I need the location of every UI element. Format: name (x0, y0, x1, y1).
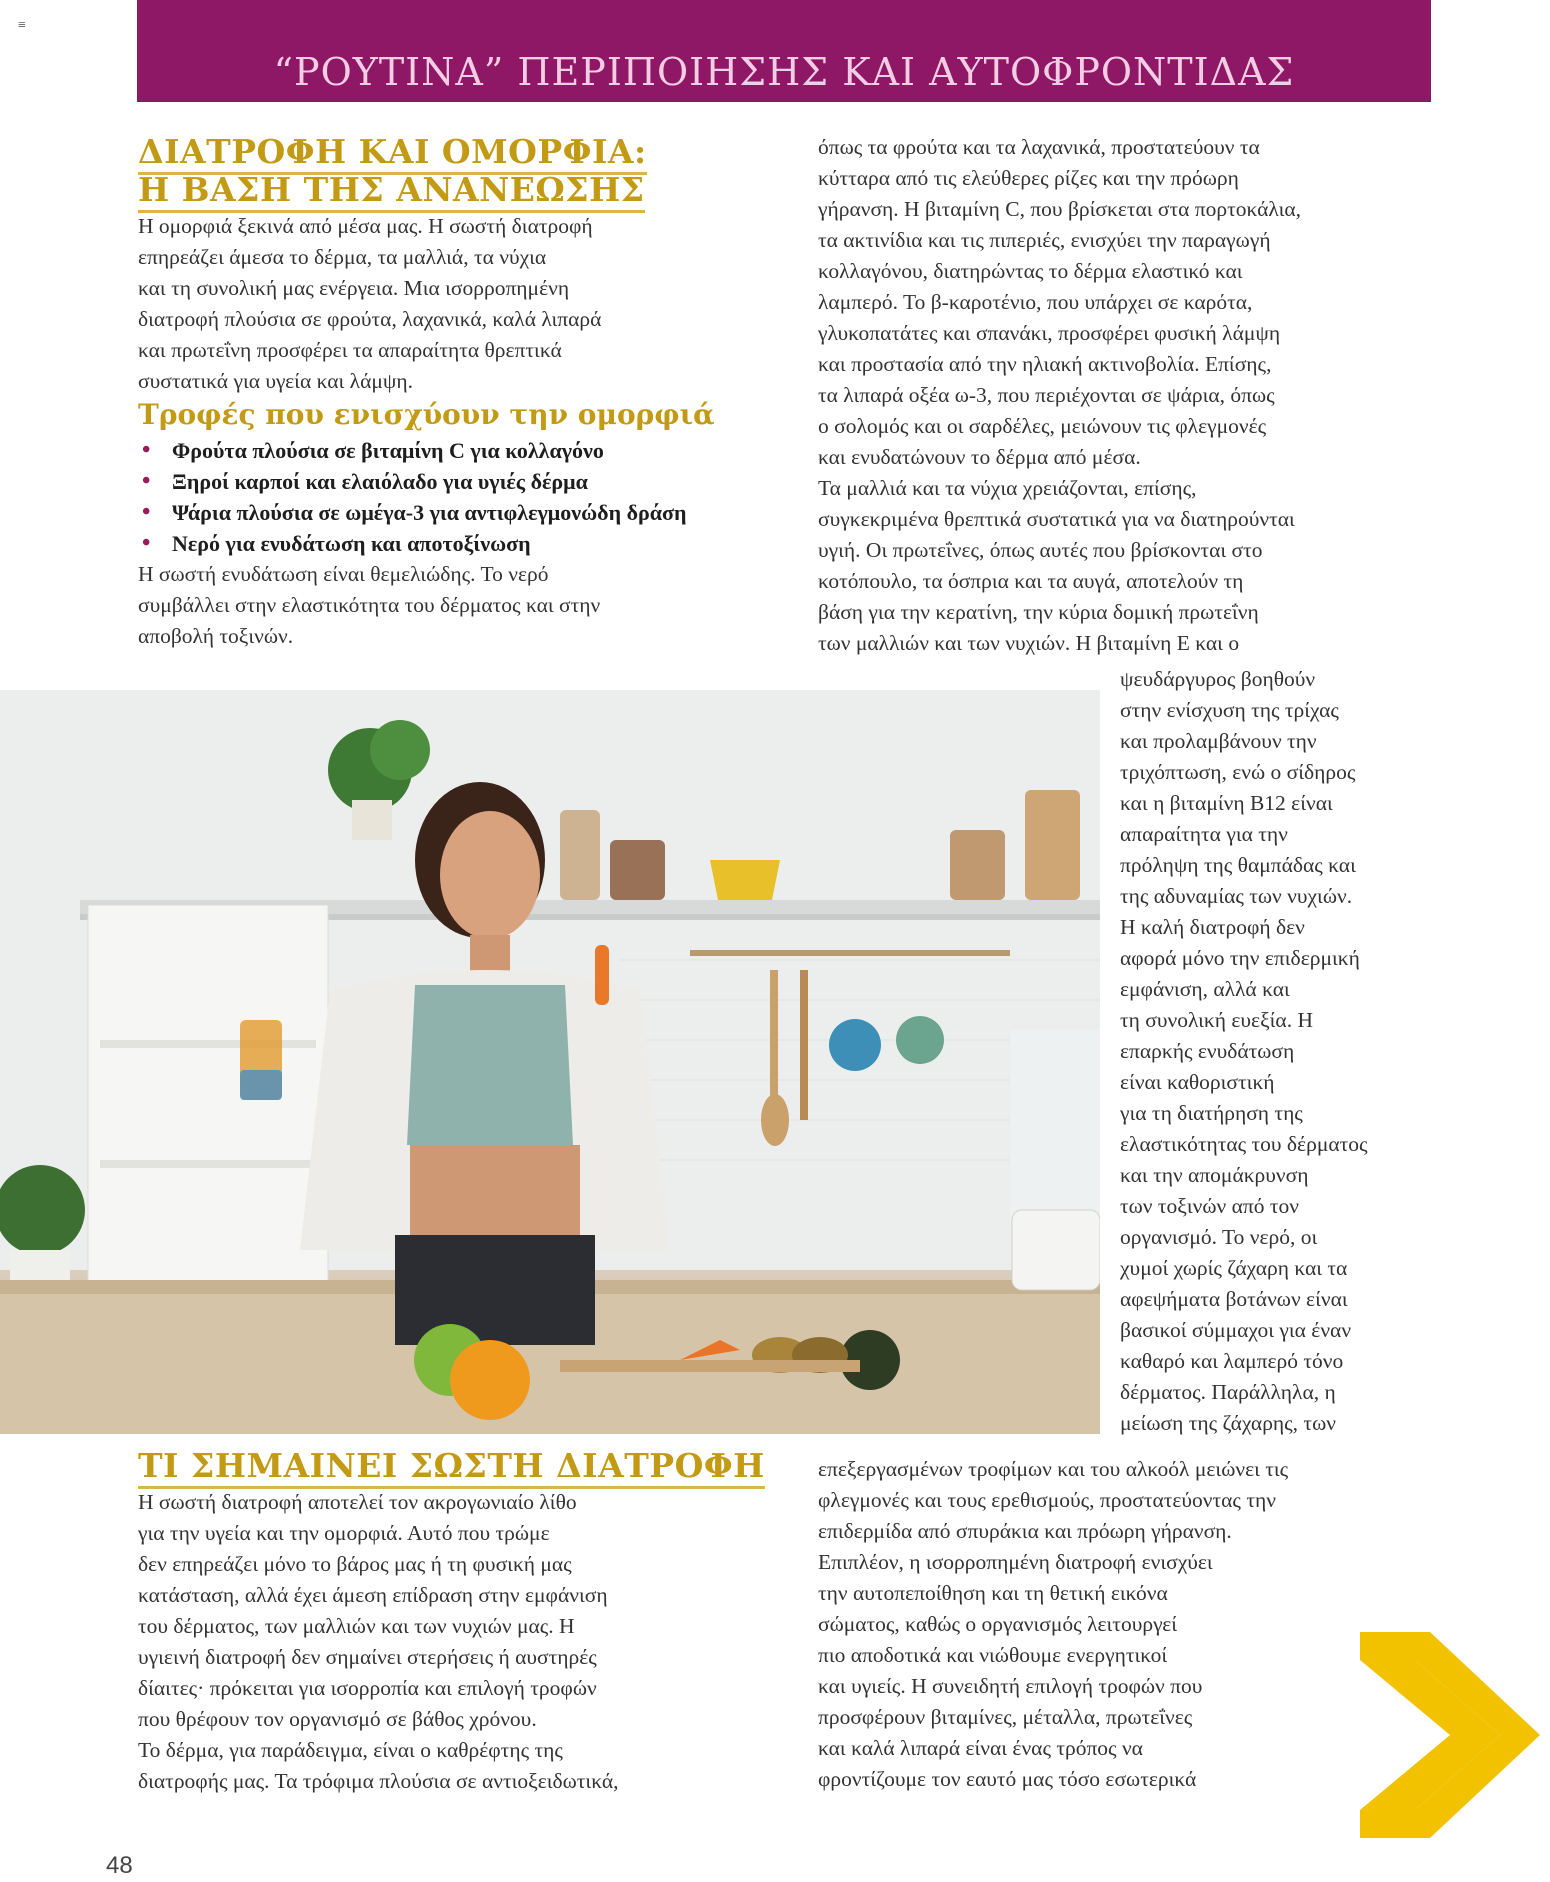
text-line: σώματος, καθώς ο οργανισμός λειτουργεί (818, 1612, 1178, 1636)
text-line: βάση για την κερατίνη, την κύρια δομική πρωτεΐνη (818, 600, 1259, 624)
header-banner (137, 0, 1431, 102)
section2-heading: ΤΙ ΣΗΜΑΙΝΕΙ ΣΩΣΤΗ ΔΙΑΤΡΟΦΗ (138, 1447, 778, 1485)
text-line: πρόληψη της θαμπάδας και (1120, 853, 1356, 877)
text-line: υγιή. Οι πρωτεΐνες, όπως αυτές που βρίσκονται στο (818, 538, 1263, 562)
text-line: Η καλή διατροφή δεν (1120, 915, 1305, 939)
kitchen-illustration (0, 690, 1100, 1434)
text-line: των μαλλιών και των νυχιών. Η βιταμίνη Ε και ο (818, 631, 1240, 655)
text-line: τα ακτινίδια και τις πιπεριές, ενισχύει την παραγωγή (818, 228, 1271, 252)
text-line: Τα μαλλιά και τα νύχια χρειάζονται, επίσης, (818, 476, 1197, 500)
text-line: επηρεάζει άμεσα το δέρμα, τα μαλλιά, τα νύχια (138, 245, 547, 269)
text-line: δίαιτες· πρόκειται για ισορροπία και επιλογή τροφών (138, 1676, 597, 1700)
text-line: προσφέρουν βιταμίνες, μέταλλα, πρωτεΐνες (818, 1705, 1193, 1729)
text-line: και καλά λιπαρά είναι ένας τρόπος να (818, 1736, 1143, 1760)
section2-column (138, 1447, 778, 1797)
text-line: υγιεινή διατροφή δεν σημαίνει στερήσεις ή αυστηρές (138, 1645, 597, 1669)
text-line: Η σωστή ενυδάτωση είναι θεμελιώδης. Το νερό (138, 562, 549, 586)
text-line: φροντίζουμε τον εαυτό μας τόσο εσωτερικά (818, 1767, 1197, 1791)
text-line: την αυτοπεποίθηση και τη θετική εικόνα (818, 1581, 1168, 1605)
list-item: • Νερό για ενυδάτωση και αποτοξίνωση (138, 528, 778, 559)
text-line: τα λιπαρά οξέα ω-3, που περιέχονται σε ψάρια, όπως (818, 383, 1275, 407)
right-column-top (818, 132, 1438, 659)
section1-heading-line1: ΔΙΑΤΡΟΦΗ ΚΑΙ ΟΜΟΡΦΙΑ: (138, 132, 647, 175)
text-line: δέρματος. Παράλληλα, η (1120, 1380, 1336, 1404)
text-line: γήρανση. Η βιταμίνη C, που βρίσκεται στα πορτοκάλια, (818, 197, 1301, 221)
text-line: διατροφή πλούσια σε φρούτα, λαχανικά, καλά λιπαρά (138, 307, 602, 331)
text-line: Επιπλέον, η ισορροπημένη διατροφή ενισχύει (818, 1550, 1213, 1574)
text-line: όπως τα φρούτα και τα λαχανικά, προστατεύουν τα (818, 135, 1260, 159)
text-line: για τη διατήρηση της (1120, 1101, 1303, 1125)
text-line: και προστασία από την ηλιακή ακτινοβολία. Επίσης, (818, 352, 1272, 376)
text-line: καθαρό και λαμπερό τόνο (1120, 1349, 1344, 1373)
text-line: και πρωτεΐνη προσφέρει τα απαραίτητα θρεπτικά (138, 338, 562, 362)
text-line: αποβολή τοξινών. (138, 624, 294, 648)
text-line: ελαστικότητας του δέρματος (1120, 1132, 1368, 1156)
beauty-foods-subheading: Τροφές που ενισχύουν την ομορφιά (138, 398, 715, 431)
beauty-foods-list (138, 435, 778, 559)
hydration-paragraph (138, 559, 778, 652)
text-line: που θρέφουν τον οργανισμό σε βάθος χρόνου. (138, 1707, 537, 1731)
text-line: Η σωστή διατροφή αποτελεί τον ακρογωνιαίο λίθο (138, 1490, 577, 1514)
text-line: κατάσταση, αλλά έχει άμεση επίδραση στην εμφάνιση (138, 1583, 608, 1607)
text-line: οργανισμό. Το νερό, οι (1120, 1225, 1318, 1249)
text-line: κοτόπουλο, τα όσπρια και τα αυγά, αποτελούν τη (818, 569, 1244, 593)
text-line: αφορά μόνο την επιδερμική (1120, 946, 1360, 970)
text-line: χυμοί χωρίς ζάχαρη και τα (1120, 1256, 1348, 1280)
text-line: του δέρματος, των μαλλιών και των νυχιών μας. Η (138, 1614, 575, 1638)
text-line: επαρκής ενυδάτωση (1120, 1039, 1295, 1063)
text-line: είναι καθοριστική (1120, 1070, 1275, 1094)
text-line: Η ομορφιά ξεκινά από μέσα μας. Η σωστή διατροφή (138, 214, 593, 238)
text-line: συμβάλλει στην ελαστικότητα του δέρματος και στην (138, 593, 601, 617)
text-line: φλεγμονές και τους ερεθισμούς, προστατεύοντας την (818, 1488, 1276, 1512)
text-line: κολλαγόνου, διατηρώντας το δέρμα ελαστικό και (818, 259, 1243, 283)
section1-column (138, 133, 778, 652)
text-line: λαμπερό. Το β-καροτένιο, που υπάρχει σε καρότα, (818, 290, 1253, 314)
text-line: στην ενίσχυση της τρίχας (1120, 698, 1339, 722)
text-line: συστατικά για υγεία και λάμψη. (138, 369, 413, 393)
next-page-arrow-icon (1360, 1632, 1540, 1838)
section1-heading-line2: Η ΒΑΣΗ ΤΗΣ ΑΝΑΝΕΩΣΗΣ (138, 170, 645, 213)
text-line: και υγιείς. Η συνειδητή επιλογή τροφών που (818, 1674, 1203, 1698)
text-line: ψευδάργυρος βοηθούν (1120, 667, 1316, 691)
header-title: “ΡΟΥΤΙΝΑ” ΠΕΡΙΠΟΙΗΣΗΣ ΚΑΙ ΑΥΤΟΦΡΟΝΤΙΔΑΣ (273, 50, 1295, 94)
text-line: βασικοί σύμμαχοι για έναν (1120, 1318, 1352, 1342)
text-line: Το δέρμα, για παράδειγμα, είναι ο καθρέφτης της (138, 1738, 563, 1762)
text-line: επιδερμίδα από σπυράκια και πρόωρη γήρανση. (818, 1519, 1232, 1543)
text-line: και η βιταμίνη Β12 είναι (1120, 791, 1333, 815)
list-item: • Φρούτα πλούσια σε βιταμίνη C για κολλαγόνο (138, 435, 778, 466)
text-line: και προλαμβάνουν την (1120, 729, 1317, 753)
text-line: και ενυδατώνουν το δέρμα από μέσα. (818, 445, 1141, 469)
text-line: κύτταρα από τις ελεύθερες ρίζες και την πρόωρη (818, 166, 1239, 190)
right-column-bottom (818, 1454, 1438, 1795)
text-line: αφεψήματα βοτάνων είναι (1120, 1287, 1348, 1311)
text-line: μείωση της ζάχαρης, των (1120, 1411, 1336, 1435)
text-line: απαραίτητα για την (1120, 822, 1288, 846)
text-line: πιο αποδοτικά και νιώθουμε ενεργητικοί (818, 1643, 1168, 1667)
text-line: ο σολομός και οι σαρδέλες, μειώνουν τις φλεγμονές (818, 414, 1267, 438)
kitchen-photo (0, 690, 1100, 1434)
section1-heading (138, 133, 778, 209)
text-line: εμφάνιση, αλλά και (1120, 977, 1290, 1001)
list-item: • Ξηροί καρποί και ελαιόλαδο για υγιές δέρμα (138, 466, 778, 497)
text-line: της αδυναμίας των νυχιών. (1120, 884, 1353, 908)
text-line: και τη συνολική μας ενέργεια. Μια ισορροπημένη (138, 276, 570, 300)
text-line: δεν επηρεάζει μόνο το βάρος μας ή τη φυσική μας (138, 1552, 572, 1576)
text-line: για την υγεία και την ομορφιά. Αυτό που τρώμε (138, 1521, 550, 1545)
text-line: διατροφής μας. Τα τρόφιμα πλούσια σε αντιοξειδωτικά, (138, 1769, 619, 1793)
text-line: επεξεργασμένων τροφίμων και του αλκοόλ μειώνει τις (818, 1457, 1289, 1481)
page-number: 48 (106, 1852, 133, 1879)
section1-intro (138, 211, 778, 397)
section2-body (138, 1487, 778, 1797)
text-line: συγκεκριμένα θρεπτικά συστατικά για να διατηρούνται (818, 507, 1295, 531)
right-column-narrow (1120, 664, 1440, 1439)
text-line: των τοξινών από τον (1120, 1194, 1299, 1218)
text-line: γλυκοπατάτες και σπανάκι, προσφέρει φυσική λάμψη (818, 321, 1281, 345)
list-item: • Ψάρια πλούσια σε ωμέγα-3 για αντιφλεγμονώδη δράση (138, 497, 778, 528)
text-line: τριχόπτωση, ενώ ο σίδηρος (1120, 760, 1356, 784)
menu-icon[interactable]: ≡ (18, 18, 26, 33)
text-line: τη συνολική ευεξία. Η (1120, 1008, 1313, 1032)
text-line: και την απομάκρυνση (1120, 1163, 1309, 1187)
